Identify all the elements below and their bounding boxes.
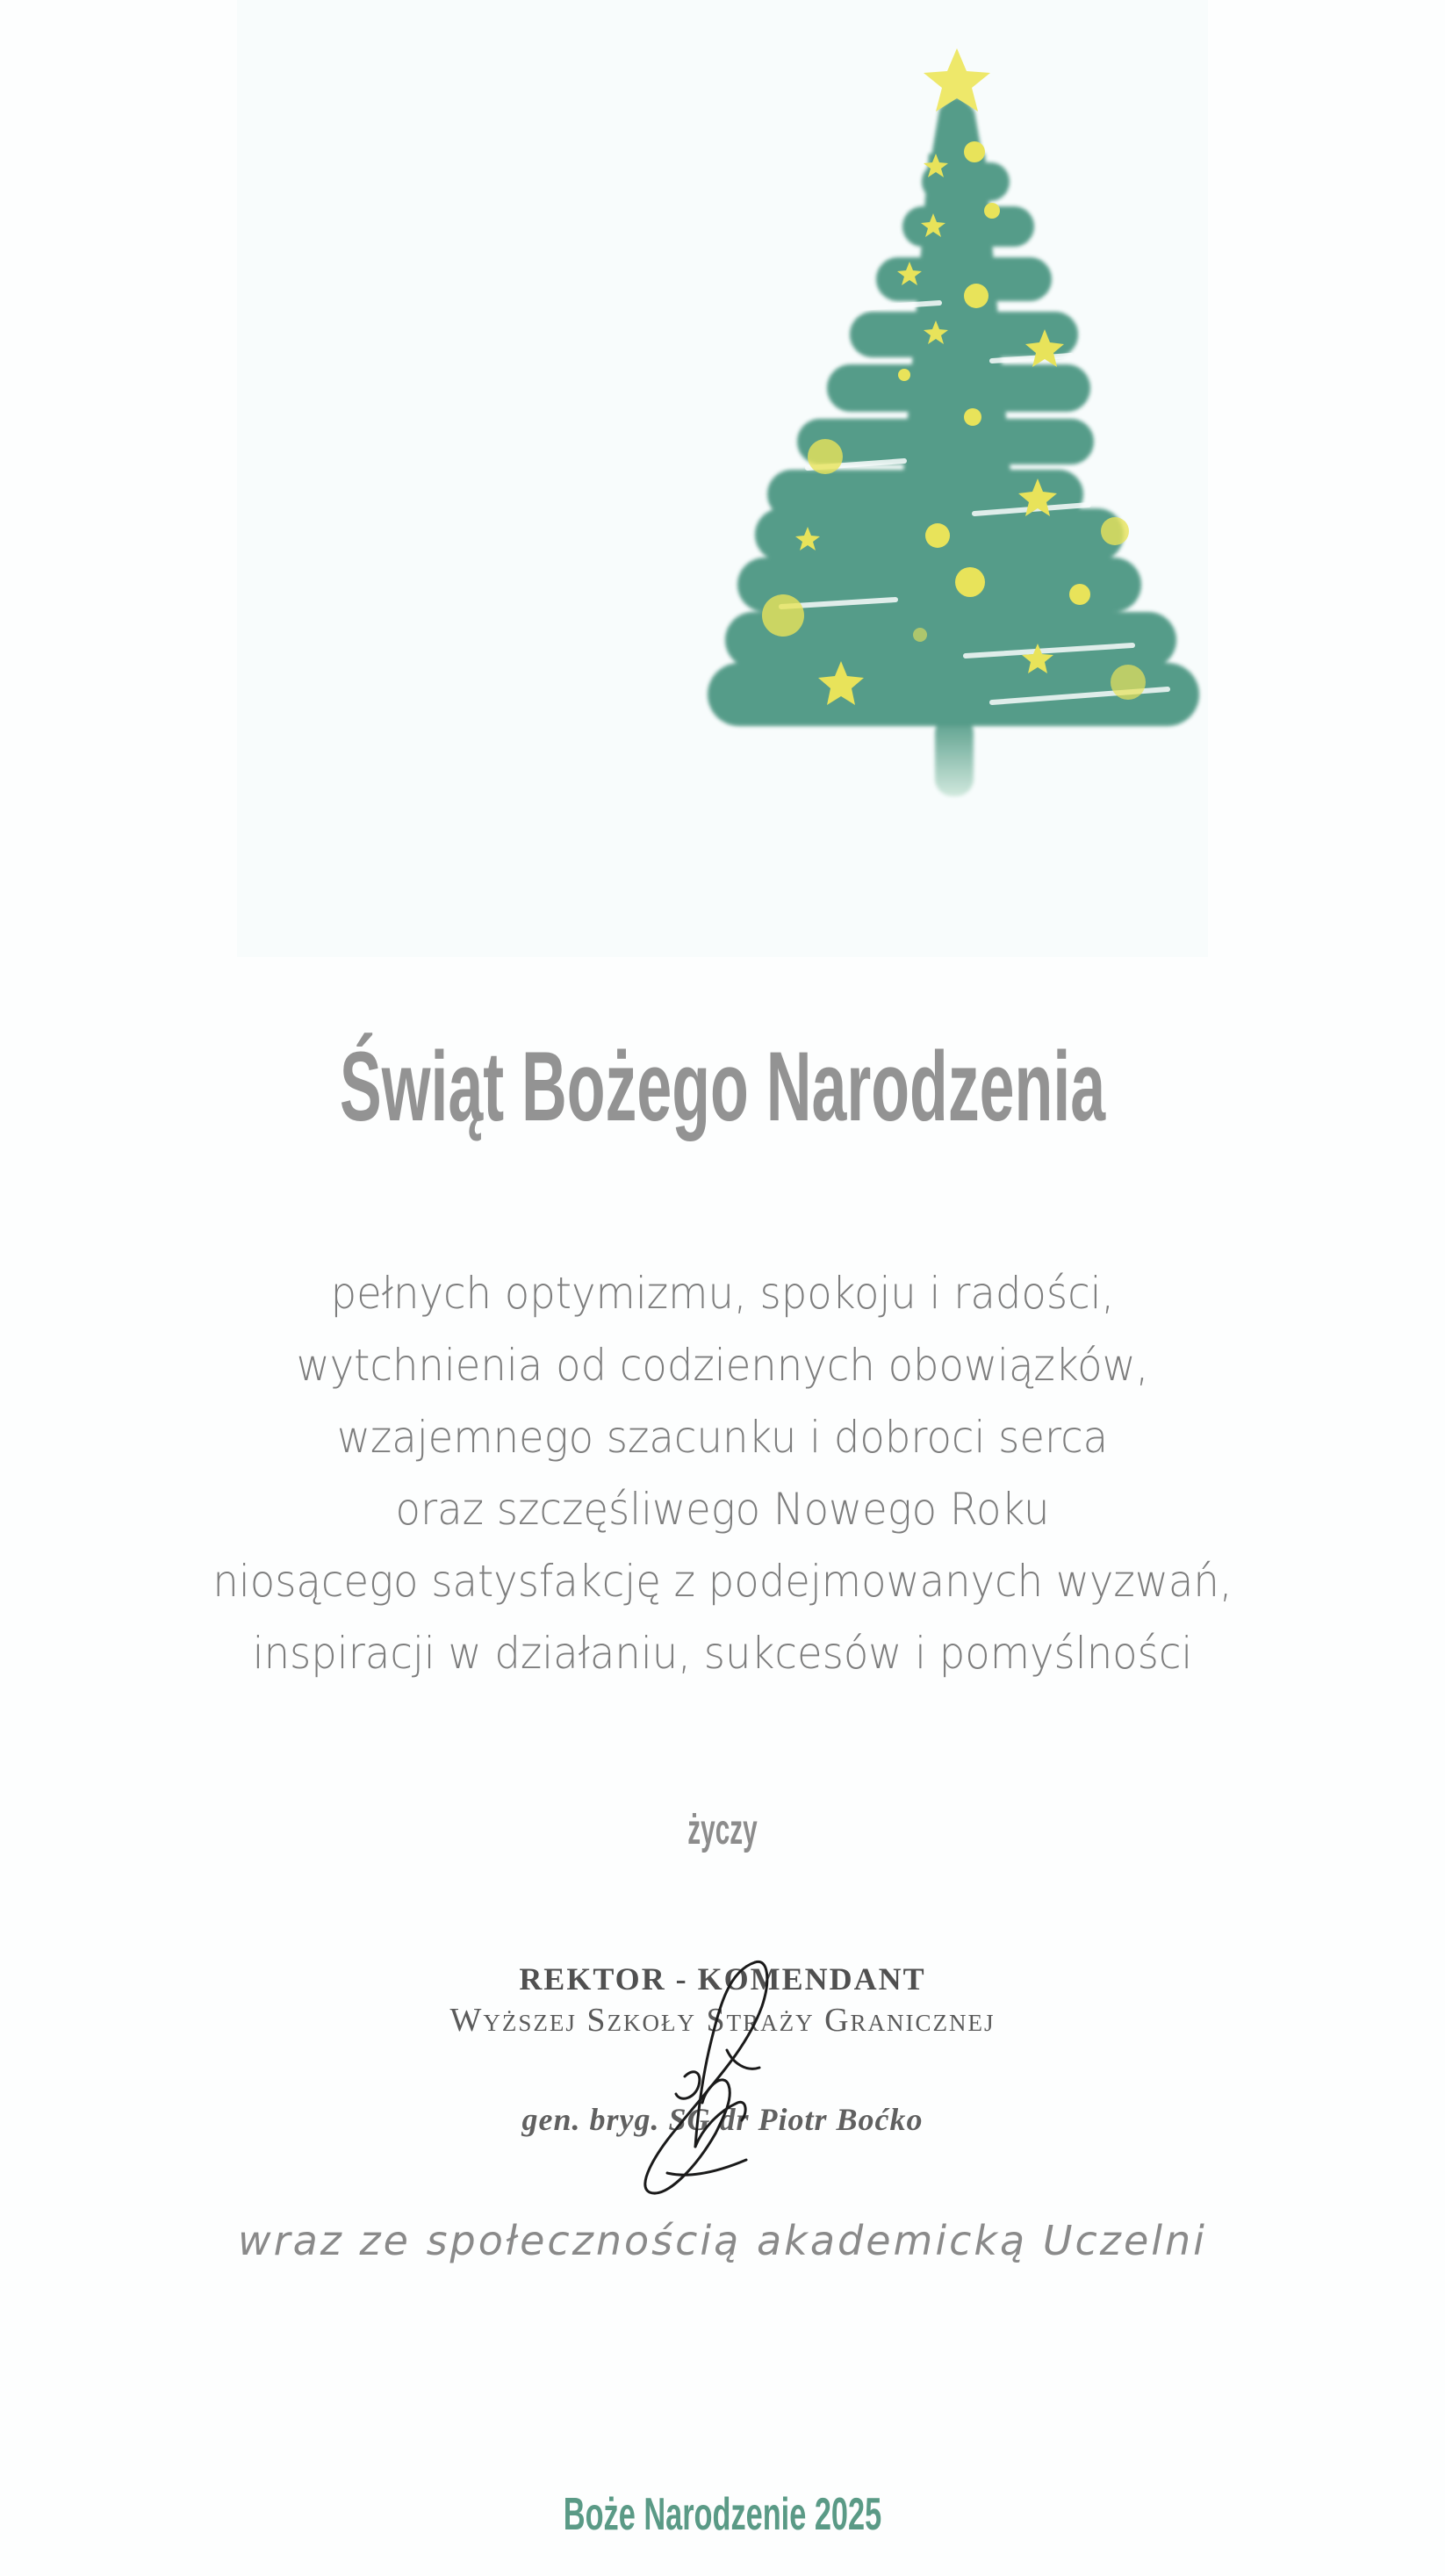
greeting-headline: Świąt Bożego Narodzenia bbox=[339, 1032, 1106, 1141]
wish-line: niosącego satysfakcję z podejmowanych wyzwań, bbox=[212, 1556, 1233, 1607]
wish-line: oraz szczęśliwego Nowego Roku bbox=[395, 1484, 1050, 1535]
signer-name: gen. bryg. SG dr Piotr Boćko bbox=[521, 2102, 924, 2137]
school-name: Wyższej Szkoły Straży Granicznej bbox=[449, 2002, 996, 2039]
wish-line: pełnych optymizmu, spokoju i radości, bbox=[330, 1268, 1115, 1319]
wish-line: wytchnienia od codziennych obowiązków, bbox=[296, 1340, 1149, 1391]
rector-title: REKTOR - KOMENDANT bbox=[519, 1961, 926, 1997]
wishes-verb: życzy bbox=[687, 1807, 758, 1853]
wish-line: inspiracji w działaniu, sukcesów i pomyślności bbox=[252, 1628, 1193, 1679]
community-line: wraz ze społecznością akademicką Uczelni bbox=[238, 2217, 1207, 2264]
illustration-panel bbox=[237, 0, 1208, 957]
footer-date: Boże Narodzenie 2025 bbox=[563, 2489, 882, 2540]
christmas-tree-icon bbox=[676, 48, 1243, 812]
wishes-block bbox=[0, 1257, 1445, 1689]
wish-line: wzajemnego szacunku i dobroci serca bbox=[336, 1412, 1109, 1463]
handwritten-signature-icon bbox=[615, 1945, 825, 2208]
